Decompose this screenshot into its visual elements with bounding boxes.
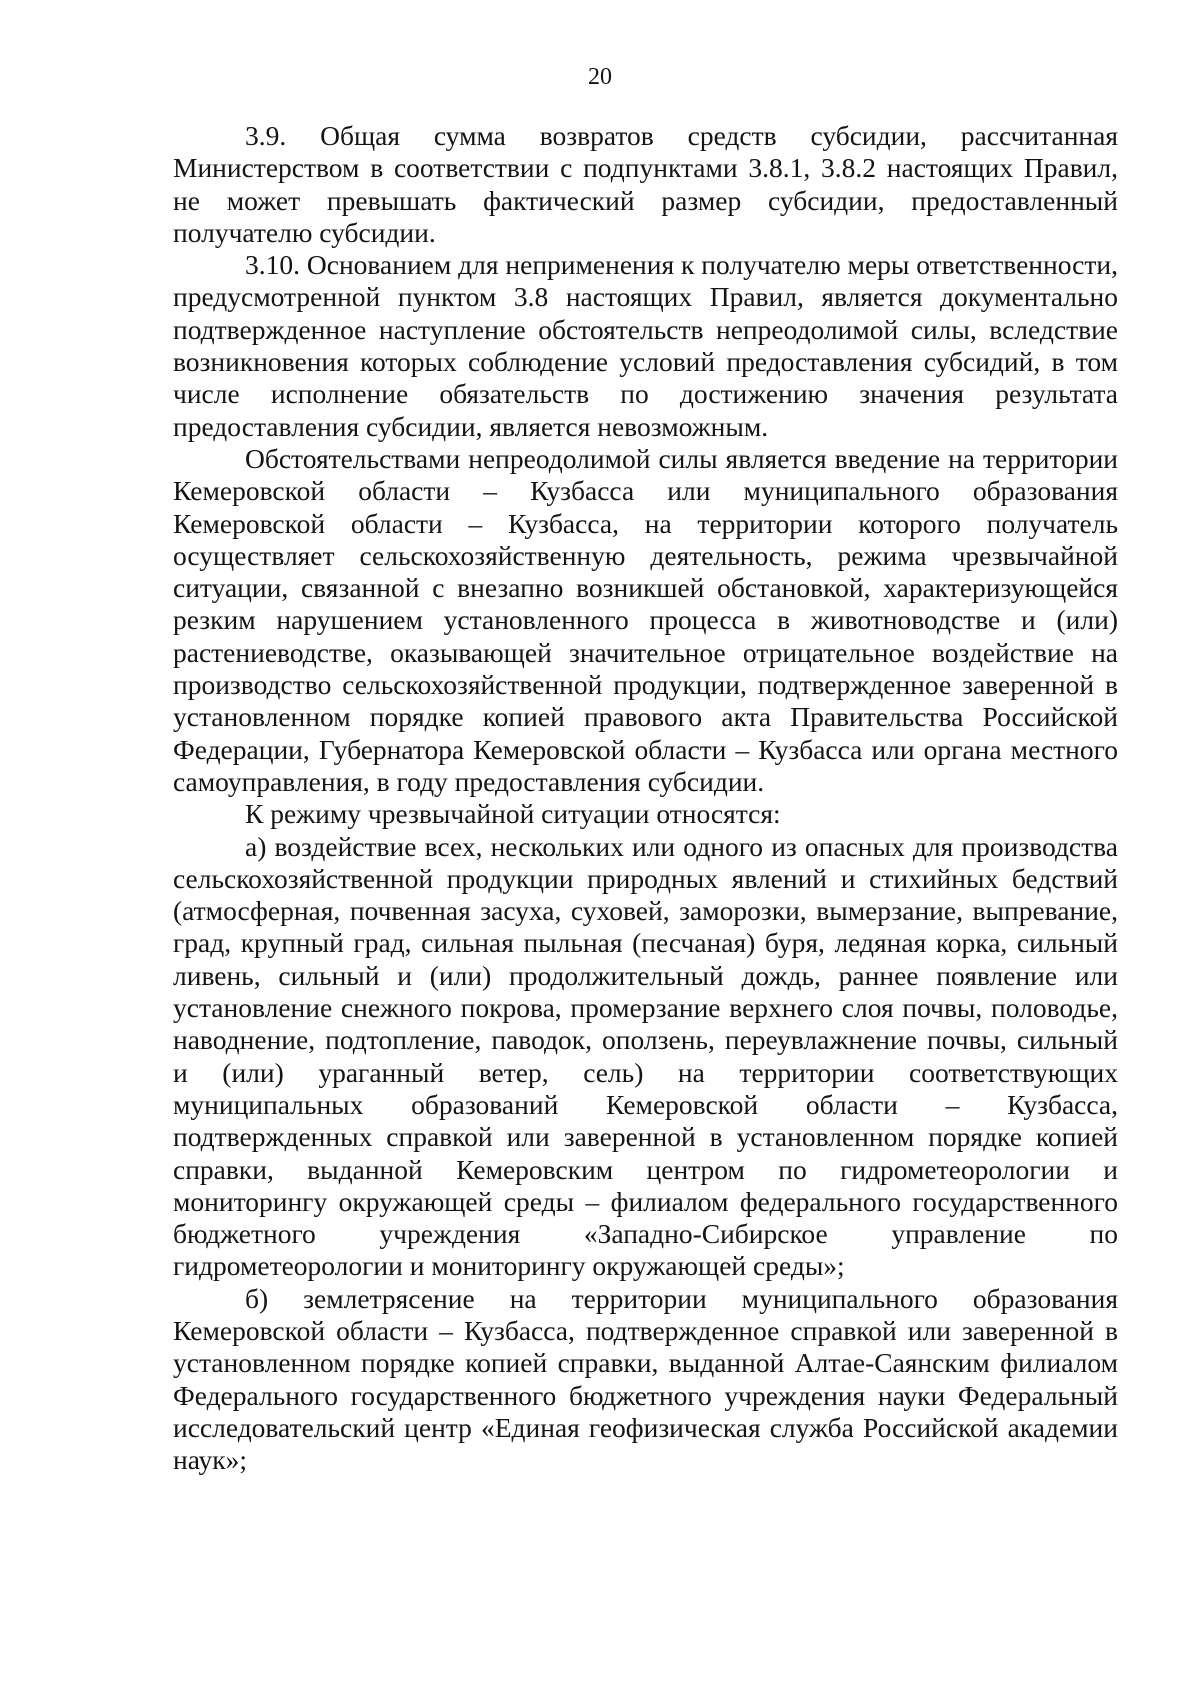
paragraph-force-majeure-definition: Обстоятельствами непреодолимой силы является введение на территории Кемеровской области – Кузбасса или муниципального образования Кемеровской области – Кузбасса, на территории которого получатель осуществляет сельскохозяйственную деятельность, режима чрезвычайной ситуации, связанной с внезапно возникшей обстановкой, характеризующейся резким нарушением установленного процесса в животноводстве и (или) растениеводстве, оказывающей значительное отрицательное воздействие на производство сельскохозяйственной продукции, подтвержденное заверенной в установленном порядке копией правового акта Правительства Российской Федерации, Губернатора Кемеровской области – Кузбасса или органа местного самоуправления, в году предоставления субсидии.: [173, 442, 1118, 797]
paragraph-emergency-intro: К режиму чрезвычайной ситуации относятся:: [245, 798, 781, 830]
page-number: 20: [588, 64, 612, 90]
list-item-a: а) воздействие всех, нескольких или одного из опасных для производства сельскохозяйственной продукции природных явлений и стихийных бедствий (атмосферная, почвенная засуха, суховей, заморозки, вымерзание, выпревание, град, крупный град, сильная пыльная (песчаная) буря, ледяная корка, сильный ливень, сильный и (или) продолжительный дождь, раннее появление или установление снежного покрова, промерзание верхнего слоя почвы, половодье, наводнение, подтопление, паводок, оползень, переувлажнение почвы, сильный и (или) ураганный ветер, сель) на территории соответствующих муниципальных образований Кемеровской области – Кузбасса, подтвержденных справкой или заверенной в установленном порядке копией справки, выданной Кемеровским центром по гидрометеорологии и мониторингу окружающей среды – филиалом федерального государственного бюджетного учреждения «Западно-Сибирское управление по гидрометеорологии и мониторингу окружающей среды»;: [173, 830, 1118, 1282]
document-body: [173, 120, 1118, 1476]
paragraph-3-9: 3.9. Общая сумма возвратов средств субсидии, рассчитанная Министерством в соответствии с подпунктами 3.8.1, 3.8.2 настоящих Правил, не может превышать фактический размер субсидии, предоставленный получателю субсидии.: [173, 120, 1118, 248]
list-item-b: б) землетрясение на территории муниципального образования Кемеровской области – Кузбасса, подтвержденное справкой или заверенной в установленном порядке копией справки, выданной Алтае-Саянским филиалом Федерального государственного бюджетного учреждения науки Федеральный исследовательский центр «Единая геофизическая служба Российской академии наук»;: [173, 1282, 1118, 1476]
paragraph-3-10: 3.10. Основанием для неприменения к получателю меры ответственности, предусмотренной пунктом 3.8 настоящих Правил, является документально подтвержденное наступление обстоятельств непреодолимой силы, вследствие возникновения которых соблюдение условий предоставления субсидий, в том числе исполнение обязательств по достижению значения результата предоставления субсидии, является невозможным.: [173, 249, 1118, 442]
